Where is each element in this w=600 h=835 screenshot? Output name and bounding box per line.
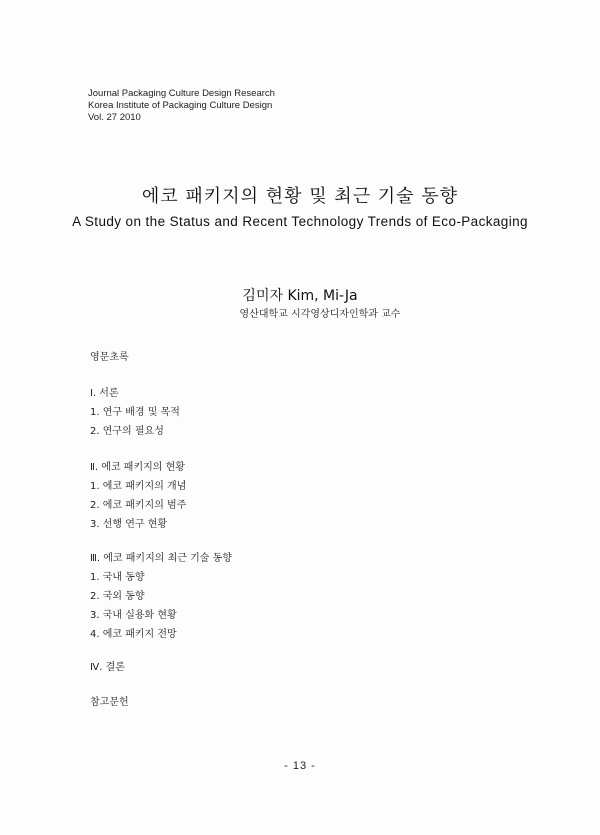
toc-section-heading: Ⅲ. 에코 패키지의 최근 기술 동향 [90,553,232,564]
toc-item: 2. 연구의 필요성 [90,426,164,437]
toc-section-heading: Ⅳ. 결론 [90,662,125,673]
journal-name: Journal Packaging Culture Design Research [88,88,275,99]
paper-title-korean: 에코 패키지의 현황 및 최근 기술 동향 [141,186,459,207]
toc-references: 참고문헌 [90,697,129,708]
journal-header [88,88,275,124]
paper-title-english: A Study on the Status and Recent Technology Trends of Eco-Packaging [72,214,528,229]
toc-item: 1. 국내 동향 [90,572,145,583]
toc-item: 4. 에코 패키지 전망 [90,629,177,640]
journal-volume: Vol. 27 2010 [88,112,141,123]
toc-item: 1. 에코 패키지의 개념 [90,481,187,492]
toc-section-heading: Ⅰ. 서론 [90,388,119,399]
toc-item: 2. 에코 패키지의 범주 [90,500,187,511]
toc-item: 3. 국내 실용화 현황 [90,610,177,621]
author-name: 김미자 Kim, Mi-Ja [242,288,358,304]
author-affiliation: 영산대학교 시각영상디자인학과 교수 [239,309,401,320]
toc-section-heading: Ⅱ. 에코 패키지의 현황 [90,462,185,473]
journal-institute: Korea Institute of Packaging Culture Design [88,100,273,111]
toc-item: 3. 선행 연구 현황 [90,519,168,530]
toc-item: 2. 국외 동향 [90,591,145,602]
toc-item: 1. 연구 배경 및 목적 [90,407,180,418]
toc-abstract: 영문초록 [90,352,129,363]
page-number: - 13 - [284,760,316,772]
